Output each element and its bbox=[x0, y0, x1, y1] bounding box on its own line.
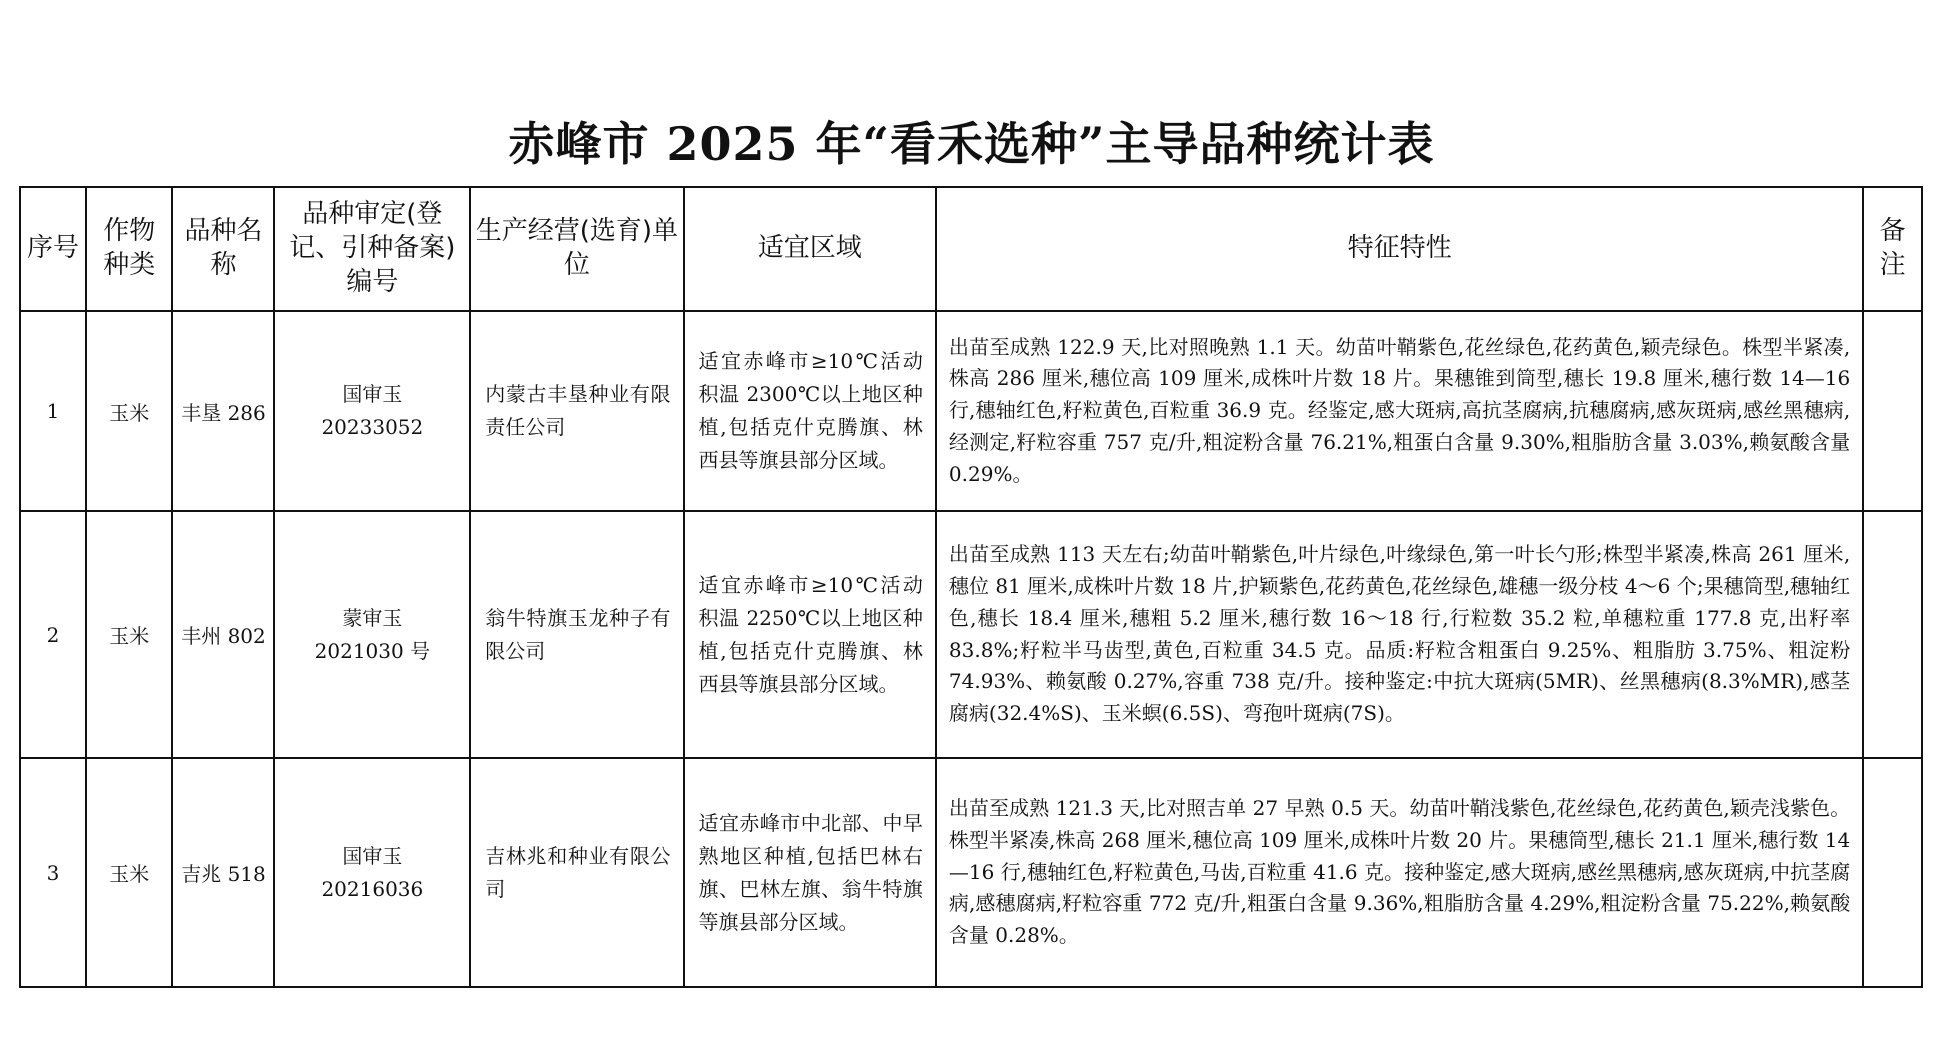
cell-crop: 玉米 bbox=[86, 511, 173, 758]
cell-variety: 丰垦 286 bbox=[172, 311, 274, 511]
header-features: 特征特性 bbox=[936, 187, 1863, 311]
cell-remarks bbox=[1863, 511, 1922, 758]
cell-variety: 丰州 802 bbox=[172, 511, 274, 758]
cell-features: 出苗至成熟 122.9 天,比对照晚熟 1.1 天。幼苗叶鞘紫色,花丝绿色,花药黄色,颖壳绿色。株型半紧凑,株高 286 厘米,穗位高 109 厘米,成株叶片数 18 片。果穗锥到筒型,穗长 19.8 厘米,穗行数 14—16 行,穗轴红色,籽粒黄色,百粒重 36.9 克。经鉴定,感大斑病,高抗茎腐病,抗穗腐病,感灰斑病,感丝黑穗病,经测定,籽粒容重 757 克/升,粗淀粉含量 76.21%,粗蛋白含量 9.30%,粗脂肪含量 3.03%,赖氨酸含量 0.29%。 bbox=[936, 311, 1863, 511]
table-row bbox=[20, 758, 1922, 987]
cell-features: 出苗至成熟 121.3 天,比对照吉单 27 早熟 0.5 天。幼苗叶鞘浅紫色,花丝绿色,花药黄色,颖壳浅紫色。株型半紧凑,株高 268 厘米,穗位高 109 厘米,成株叶片数 20 片。果穗筒型,穗长 21.1 厘米,穗行数 14—16 行,穗轴红色,籽粒黄色,马齿,百粒重 41.6 克。接种鉴定,感大斑病,感丝黑穗病,感灰斑病,中抗茎腐病,感穗腐病,籽粒容重 772 克/升,粗蛋白含量 9.36%,粗脂肪含量 4.29%,粗淀粉含量 75.22%,赖氨酸含量 0.28%。 bbox=[936, 758, 1863, 987]
cell-region: 适宜赤峰市中北部、中早熟地区种植,包括巴林右旗、巴林左旗、翁牛特旗等旗县部分区域。 bbox=[684, 758, 936, 987]
header-crop: 作物种类 bbox=[86, 187, 173, 311]
cell-producer: 翁牛特旗玉龙种子有限公司 bbox=[470, 511, 683, 758]
cell-seq: 3 bbox=[20, 758, 86, 987]
cell-remarks bbox=[1863, 311, 1922, 511]
header-approval: 品种审定(登记、引种备案)编号 bbox=[274, 187, 470, 311]
page-title: 赤峰市 2025 年“看禾选种”主导品种统计表 bbox=[508, 117, 1435, 171]
cell-crop: 玉米 bbox=[86, 311, 173, 511]
table-row bbox=[20, 511, 1922, 758]
cell-features: 出苗至成熟 113 天左右;幼苗叶鞘紫色,叶片绿色,叶缘绿色,第一叶长勺形;株型半紧凑,株高 261 厘米,穗位 81 厘米,成株叶片数 18 片,护颖紫色,花药黄色,花丝绿色,雄穗一级分枝 4～6 个;果穗筒型,穗轴红色,穗长 18.4 厘米,穗粗 5.2 厘米,穗行数 16～18 行,行粒数 35.2 粒,单穗粒重 177.8 克,出籽率 83.8%;籽粒半马齿型,黄色,百粒重 34.5 克。品质:籽粒含粗蛋白 9.25%、粗脂肪 3.75%、粗淀粉 74.93%、赖氨酸 0.27%,容重 738 克/升。接种鉴定:中抗大斑病(5MR)、丝黑穗病(8.3%MR),感茎腐病(32.4%S)、玉米螟(6.5S)、弯孢叶斑病(7S)。 bbox=[936, 511, 1863, 758]
header-remarks: 备注 bbox=[1863, 187, 1922, 311]
cell-producer: 内蒙古丰垦种业有限责任公司 bbox=[470, 311, 683, 511]
header-variety: 品种名称 bbox=[172, 187, 274, 311]
cell-producer: 吉林兆和种业有限公司 bbox=[470, 758, 683, 987]
header-region: 适宜区域 bbox=[684, 187, 936, 311]
cell-region: 适宜赤峰市≥10℃活动积温 2250℃以上地区种植,包括克什克腾旗、林西县等旗县部分区域。 bbox=[684, 511, 936, 758]
cell-remarks bbox=[1863, 758, 1922, 987]
variety-statistics-table bbox=[19, 186, 1923, 988]
header-seq: 序号 bbox=[20, 187, 86, 311]
cell-seq: 2 bbox=[20, 511, 86, 758]
cell-seq: 1 bbox=[20, 311, 86, 511]
cell-region: 适宜赤峰市≥10℃活动积温 2300℃以上地区种植,包括克什克腾旗、林西县等旗县部分区域。 bbox=[684, 311, 936, 511]
cell-approval: 国审玉 20216036 bbox=[274, 758, 470, 987]
table-header-row bbox=[20, 187, 1922, 311]
cell-crop: 玉米 bbox=[86, 758, 173, 987]
header-producer: 生产经营(选育)单位 bbox=[470, 187, 683, 311]
cell-variety: 吉兆 518 bbox=[172, 758, 274, 987]
table-row bbox=[20, 311, 1922, 511]
cell-approval: 蒙审玉 2021030 号 bbox=[274, 511, 470, 758]
cell-approval: 国审玉 20233052 bbox=[274, 311, 470, 511]
